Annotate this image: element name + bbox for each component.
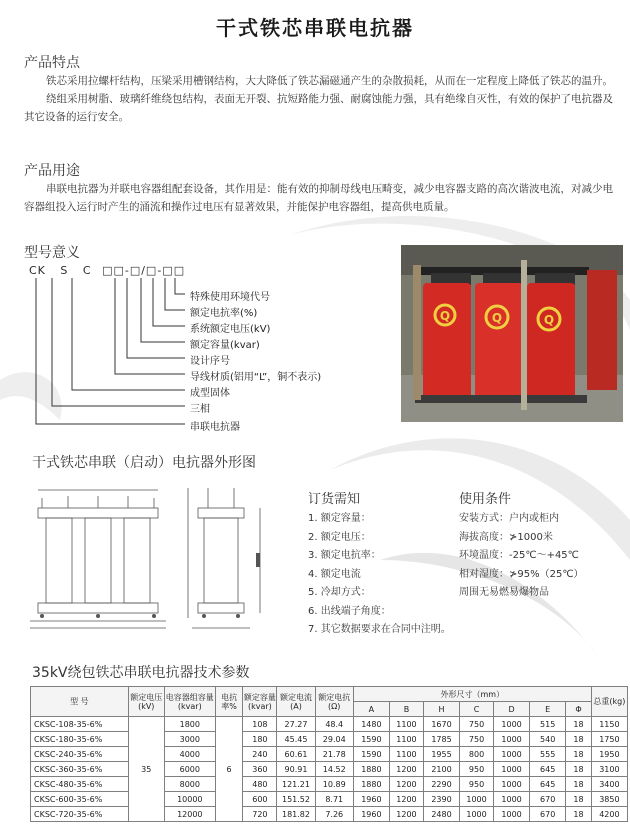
cell-voltage: 35 (128, 717, 164, 822)
cell-impedance: 10.89 (315, 777, 353, 792)
cell-current: 90.91 (277, 762, 315, 777)
cell-b: 1100 (389, 732, 423, 747)
features-paragraph-1: 铁芯采用拉螺杆结构，压梁采用槽钢结构，大大降低了铁芯漏磁通产生的杂散损耗，从而在一定程度上降低了铁芯的温升。 (46, 75, 613, 87)
cell-e: 645 (530, 777, 566, 792)
photo-logo-1: Q (439, 309, 451, 323)
header-model: 型 号 (31, 687, 129, 717)
header-reactance: 电抗率% (215, 687, 243, 717)
legend-three-phase: 三相 (190, 404, 210, 415)
cell-d: 1000 (494, 777, 530, 792)
cell-current: 121.21 (277, 777, 315, 792)
cell-model: CKSC-180-35-6% (31, 732, 129, 747)
legend-conductor-material: 导线材质(铝用“L”，铜不表示) (190, 372, 322, 383)
cell-weight: 3100 (591, 762, 627, 777)
photo-logo-3: Q (543, 313, 555, 327)
cell-weight: 3400 (591, 777, 627, 792)
cell-phi: 18 (566, 807, 592, 822)
legend-solid-formed: 成型固体 (190, 388, 230, 399)
cell-capacitor: 10000 (164, 792, 215, 807)
model-code-tail: □□-□/□-□□ (102, 264, 186, 277)
cell-h: 2100 (423, 762, 459, 777)
header-dim-b: B (389, 702, 423, 717)
header-current: 额定电流(A) (277, 687, 315, 717)
legend-system-voltage: 系统额定电压(kV) (190, 324, 271, 335)
cell-c: 750 (460, 732, 494, 747)
cell-current: 151.52 (277, 792, 315, 807)
cell-capacitor: 4000 (164, 747, 215, 762)
condition-item-1: 安装方式：户内或柜内 (459, 513, 559, 524)
cell-c: 950 (460, 777, 494, 792)
cell-impedance: 48.4 (315, 717, 353, 732)
header-capacity: 额定容量(kvar) (243, 687, 277, 717)
header-weight: 总重(kg) (591, 687, 627, 717)
cell-a: 1480 (353, 717, 389, 732)
drawing-heading: 干式铁芯串联（启动）电抗器外形图 (32, 455, 256, 471)
usage-paragraph: 串联电抗器为并联电容器组配套设备，其作用是：能有效的抑制母线电压畸变，减少电容器支路的高次谐波电流，对减少电容器组投入运行时产生的涌流和操作过电压有显著效果，并能保护电容器组，提高供电质量。 (24, 183, 613, 213)
cell-weight: 1150 (591, 717, 627, 732)
cell-model: CKSC-480-35-6% (31, 777, 129, 792)
table-row (31, 762, 628, 777)
cell-weight: 1750 (591, 732, 627, 747)
cell-impedance: 7.26 (315, 807, 353, 822)
header-impedance: 额定电抗(Ω) (315, 687, 353, 717)
spec-table (30, 686, 628, 822)
ordering-item-5: 5. 冷却方式： (308, 587, 371, 598)
ordering-item-3: 3. 额定电抗率： (308, 550, 381, 561)
cell-e: 645 (530, 762, 566, 777)
cell-a: 1590 (353, 732, 389, 747)
cell-e: 540 (530, 732, 566, 747)
photo-logo-2: Q (491, 311, 503, 325)
cell-phi: 18 (566, 717, 592, 732)
legend-reactance-rate: 额定电抗率(%) (190, 308, 258, 319)
features-paragraph-2: 绕组采用树脂、玻璃纤维绕包结构，表面无开裂、抗短路能力强、耐腐蚀能力强，具有绝缘自灭性，有效的保护了电抗器及其它设备的运行安全。 (24, 93, 613, 123)
cell-b: 1200 (389, 762, 423, 777)
cell-a: 1880 (353, 762, 389, 777)
cell-impedance: 21.78 (315, 747, 353, 762)
product-photo (401, 245, 623, 422)
cell-capacitor: 6000 (164, 762, 215, 777)
cell-c: 1000 (460, 807, 494, 822)
header-voltage: 额定电压(kV) (128, 687, 164, 717)
model-code-ck: CK (29, 264, 46, 277)
cell-c: 950 (460, 762, 494, 777)
cell-d: 1000 (494, 747, 530, 762)
cell-impedance: 8.71 (315, 792, 353, 807)
cell-current: 181.82 (277, 807, 315, 822)
cell-capacity: 108 (243, 717, 277, 732)
cell-c: 800 (460, 747, 494, 762)
cell-a: 1590 (353, 747, 389, 762)
condition-item-3: 环境温度：-25℃～+45℃ (459, 550, 579, 561)
cell-model: CKSC-360-35-6% (31, 762, 129, 777)
cell-weight: 1950 (591, 747, 627, 762)
cell-b: 1200 (389, 807, 423, 822)
cell-capacitor: 12000 (164, 807, 215, 822)
cell-phi: 18 (566, 777, 592, 792)
cell-capacitor: 1800 (164, 717, 215, 732)
ordering-item-6: 6. 出线端子角度： (308, 605, 391, 617)
legend-series-reactor: 串联电抗器 (190, 422, 240, 433)
cell-e: 670 (530, 807, 566, 822)
cell-h: 2390 (423, 792, 459, 807)
spec-table-body (31, 717, 628, 822)
cell-h: 2290 (423, 777, 459, 792)
cell-h: 1785 (423, 732, 459, 747)
model-bracket-lines (0, 0, 200, 440)
table-row (31, 732, 628, 747)
cell-capacitor: 3000 (164, 732, 215, 747)
cell-reactance: 6 (215, 717, 243, 822)
cell-model: CKSC-720-35-6% (31, 807, 129, 822)
cell-phi: 18 (566, 732, 592, 747)
cell-a: 1880 (353, 777, 389, 792)
cell-model: CKSC-108-35-6% (31, 717, 129, 732)
cell-capacity: 240 (243, 747, 277, 762)
cell-current: 45.45 (277, 732, 315, 747)
cell-b: 1200 (389, 777, 423, 792)
legend-design-number: 设计序号 (190, 356, 230, 367)
cell-h: 1670 (423, 717, 459, 732)
cell-a: 1960 (353, 807, 389, 822)
cell-d: 1000 (494, 732, 530, 747)
cell-d: 1000 (494, 717, 530, 732)
cell-current: 27.27 (277, 717, 315, 732)
table-title: 35kV绕包铁芯串联电抗器技术参数 (32, 665, 250, 681)
ordering-item-4: 4. 额定电流 (308, 568, 361, 580)
legend-rated-capacity: 额定容量(kvar) (190, 340, 260, 351)
features-heading: 产品特点 (24, 55, 80, 71)
cell-c: 750 (460, 717, 494, 732)
ordering-item-7: 7. 其它数据要求在合同中注明。 (308, 624, 451, 635)
table-row (31, 717, 628, 732)
ordering-list (308, 510, 458, 640)
header-dimensions: 外形尺寸（mm） (353, 687, 591, 702)
table-row (31, 777, 628, 792)
cell-b: 1200 (389, 792, 423, 807)
usage-heading: 产品用途 (24, 163, 80, 179)
model-code-c: C (82, 264, 92, 277)
header-capacitor: 电容器组容量(kvar) (164, 687, 215, 717)
ordering-heading: 订货需知 (308, 492, 361, 507)
table-row (31, 792, 628, 807)
ordering-item-2: 2. 额定电压： (308, 531, 371, 543)
table-row (31, 747, 628, 762)
cell-a: 1960 (353, 792, 389, 807)
cell-capacity: 480 (243, 777, 277, 792)
cell-capacity: 360 (243, 762, 277, 777)
cell-model: CKSC-600-35-6% (31, 792, 129, 807)
cell-capacity: 720 (243, 807, 277, 822)
condition-item-2: 海拔高度：≯1000米 (459, 531, 553, 543)
header-dim-e: E (530, 702, 566, 717)
cell-e: 555 (530, 747, 566, 762)
model-meaning-heading: 型号意义 (24, 245, 80, 261)
cell-impedance: 14.52 (315, 762, 353, 777)
cell-h: 2480 (423, 807, 459, 822)
header-dim-c: C (460, 702, 494, 717)
cell-weight: 3850 (591, 792, 627, 807)
conditions-list (459, 510, 624, 603)
ordering-item-1: 1. 额定容量： (308, 513, 371, 524)
cell-weight: 4200 (591, 807, 627, 822)
cell-capacitor: 8000 (164, 777, 215, 792)
cell-h: 1955 (423, 747, 459, 762)
header-dim-phi: Φ (566, 702, 592, 717)
spec-table-wrap (30, 686, 628, 822)
page-title: 干式铁芯串联电抗器 (216, 16, 414, 40)
cell-phi: 18 (566, 762, 592, 777)
cell-e: 670 (530, 792, 566, 807)
cell-capacity: 180 (243, 732, 277, 747)
cell-model: CKSC-240-35-6% (31, 747, 129, 762)
header-dim-a: A (353, 702, 389, 717)
cell-current: 60.61 (277, 747, 315, 762)
header-dim-d: D (494, 702, 530, 717)
cell-b: 1100 (389, 747, 423, 762)
cell-d: 1000 (494, 807, 530, 822)
condition-item-4: 相对湿度：≯95%（25℃） (459, 568, 584, 580)
condition-item-5: 周围无易燃易爆物品 (459, 587, 549, 598)
header-dim-h: H (423, 702, 459, 717)
conditions-heading: 使用条件 (459, 492, 512, 507)
outline-drawing (28, 478, 278, 638)
cell-b: 1100 (389, 717, 423, 732)
cell-c: 1000 (460, 792, 494, 807)
table-row (31, 807, 628, 822)
cell-d: 1000 (494, 792, 530, 807)
legend-special-env: 特殊使用环境代号 (190, 292, 270, 303)
cell-d: 1000 (494, 762, 530, 777)
cell-impedance: 29.04 (315, 732, 353, 747)
cell-capacity: 600 (243, 792, 277, 807)
cell-phi: 18 (566, 792, 592, 807)
cell-e: 515 (530, 717, 566, 732)
model-code-s: S (60, 264, 69, 277)
cell-phi: 18 (566, 747, 592, 762)
